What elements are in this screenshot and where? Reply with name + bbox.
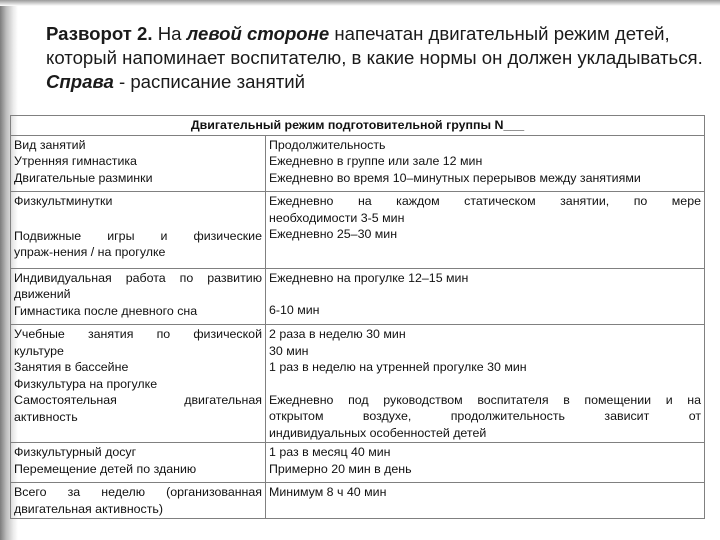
cell-line: 1 раз в неделю на утренней прогулке 30 мин bbox=[269, 360, 527, 374]
cell-line: открытом воздухе, продолжительность зависит от bbox=[269, 409, 701, 423]
slide-header-text bbox=[46, 22, 706, 94]
table-cell-right bbox=[266, 268, 705, 325]
cell-line: Ежедневно на каждом статическом занятии, по мере bbox=[269, 194, 701, 208]
header-right-side: Справа bbox=[46, 71, 114, 92]
table-row bbox=[11, 325, 705, 443]
cell-line: Гимнастика после дневного сна bbox=[14, 303, 198, 318]
cell-line: Физкультминутки bbox=[14, 194, 113, 208]
cell-line: Самостоятельная двигательная bbox=[14, 393, 262, 407]
table-cell-left bbox=[11, 268, 266, 325]
cell-line: Ежедневно 25–30 мин bbox=[269, 227, 398, 241]
table-caption-row bbox=[11, 116, 705, 136]
cell-line: Занятия в бассейне bbox=[14, 360, 129, 374]
cell-line: Подвижные игры и физические bbox=[14, 228, 262, 243]
cell-line: 30 мин bbox=[269, 343, 309, 358]
cell-line: Физкультурный досуг bbox=[14, 445, 137, 459]
cell-line: Физкультура на прогулке bbox=[14, 376, 158, 391]
cell-line: 6-10 мин bbox=[269, 303, 320, 317]
cell-line: Вид занятий bbox=[14, 137, 86, 152]
cell-line: Продолжительность bbox=[269, 137, 386, 152]
cell-line: движений bbox=[14, 287, 71, 301]
cell-line: Всего за неделю (организованная bbox=[14, 485, 262, 499]
table-cell-left bbox=[11, 483, 266, 519]
cell-line: Ежедневно в группе или зале 12 мин bbox=[269, 154, 483, 168]
slide-top-shadow bbox=[0, 0, 720, 6]
table-cell-right bbox=[266, 192, 705, 269]
cell-line: Учебные занятия по физической bbox=[14, 327, 262, 341]
header-part1: На bbox=[152, 23, 187, 44]
table-cell-right bbox=[266, 325, 705, 443]
cell-line: Ежедневно во время 10–минутных перерывов между занятиями bbox=[269, 170, 641, 185]
header-lead: Разворот 2. bbox=[46, 23, 153, 44]
table-row bbox=[11, 135, 705, 192]
table-row bbox=[11, 483, 705, 519]
cell-line: двигательная активность) bbox=[14, 501, 164, 516]
cell-line: Минимум 8 ч 40 мин bbox=[269, 485, 387, 499]
motor-regime-table bbox=[10, 115, 705, 519]
table-cell-left bbox=[11, 443, 266, 483]
cell-line: 2 раза в неделю 30 мин bbox=[269, 327, 406, 341]
table-cell-right bbox=[266, 443, 705, 483]
cell-line: Утренняя гимнастика bbox=[14, 154, 137, 168]
cell-line: активность bbox=[14, 409, 78, 424]
cell-line: необходимости 3-5 мин bbox=[269, 210, 405, 225]
table-row bbox=[11, 443, 705, 483]
table-caption: Двигательный режим подготовительной группы N___ bbox=[11, 116, 705, 136]
header-part3: - расписание занятий bbox=[113, 71, 306, 92]
cell-line: Двигательные разминки bbox=[14, 170, 153, 185]
cell-line: упраж-нения / на прогулке bbox=[14, 245, 166, 259]
cell-line: Ежедневно под руководством воспитателя в помещении и на bbox=[269, 392, 701, 407]
table-cell-left bbox=[11, 135, 266, 192]
table-cell-right bbox=[266, 135, 705, 192]
table-row bbox=[11, 192, 705, 269]
cell-line: Примерно 20 мин в день bbox=[269, 461, 412, 476]
table-row bbox=[11, 268, 705, 325]
header-left-side: левой стороне bbox=[186, 23, 330, 44]
cell-line: Индивидуальная работа по развитию bbox=[14, 270, 262, 285]
cell-line: 1 раз в месяц 40 мин bbox=[269, 445, 391, 459]
cell-line: Перемещение детей по зданию bbox=[14, 461, 197, 476]
cell-line: культуре bbox=[14, 343, 64, 358]
table-cell-right bbox=[266, 483, 705, 519]
table-cell-left bbox=[11, 325, 266, 443]
cell-line: индивидуальных особенностей детей bbox=[269, 425, 487, 440]
table-cell-left bbox=[11, 192, 266, 269]
cell-line: Ежедневно на прогулке 12–15 мин bbox=[269, 270, 469, 285]
header-part2: напечатан двигательный режим детей, который напоминает воспитателю, в какие нормы он должен укладываться. bbox=[46, 23, 703, 68]
